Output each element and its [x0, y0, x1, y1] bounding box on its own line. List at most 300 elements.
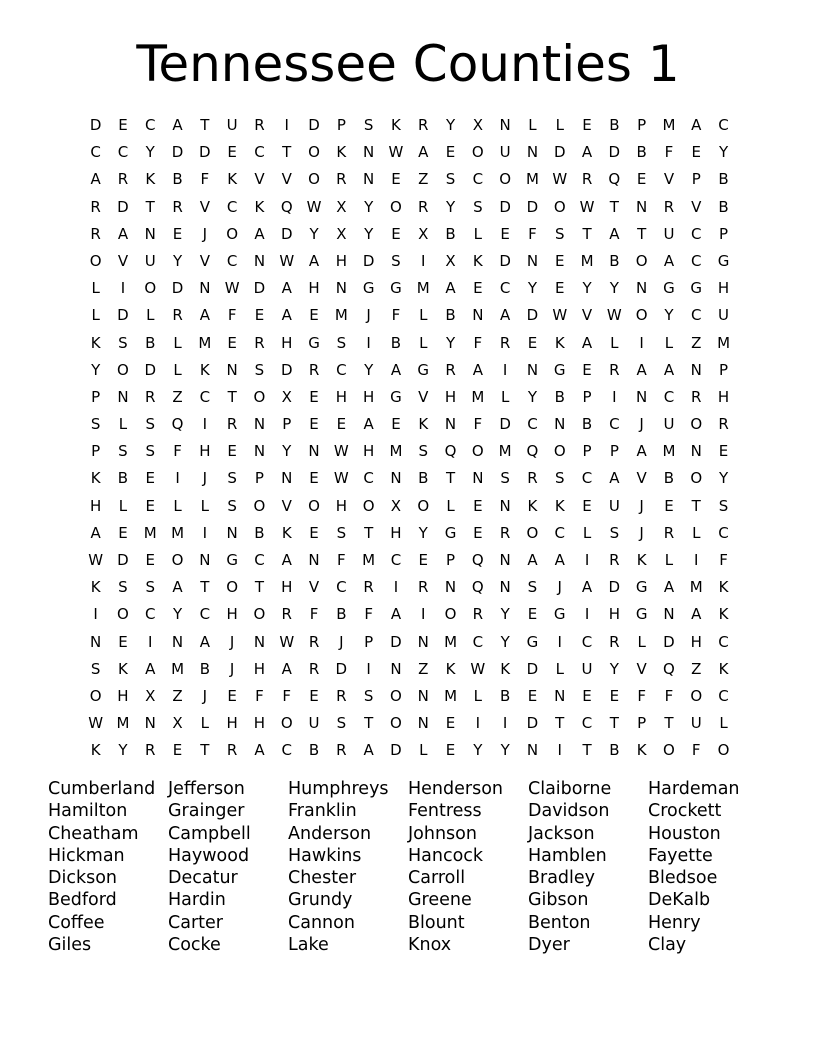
- word-list-item: Franklin: [288, 801, 357, 822]
- word-list-item: Dickson: [48, 868, 118, 889]
- grid-letter: E: [691, 143, 701, 162]
- grid-letter: N: [636, 387, 648, 406]
- grid-letter: A: [609, 224, 620, 243]
- grid-letter: Z: [418, 659, 429, 678]
- grid-letter: A: [281, 551, 292, 569]
- grid-letter: E: [527, 605, 538, 624]
- grid-letter: O: [226, 578, 239, 597]
- grid-letter: D: [526, 197, 539, 216]
- word-list-item: Greene: [408, 890, 472, 911]
- grid-letter: A: [472, 360, 483, 379]
- grid-letter: W: [279, 251, 295, 270]
- word-list-item: Hawkins: [288, 845, 362, 866]
- grid-letter: G: [635, 605, 648, 624]
- grid-letter: D: [89, 116, 102, 134]
- grid-letter: O: [390, 686, 402, 705]
- grid-letter: C: [336, 360, 347, 379]
- grid-letter: E: [473, 523, 483, 542]
- grid-letter: N: [90, 632, 102, 651]
- grid-letter: L: [582, 523, 592, 542]
- grid-letter: O: [308, 143, 320, 162]
- grid-letter: N: [663, 605, 675, 624]
- grid-letter: U: [499, 143, 511, 162]
- grid-letter: Q: [280, 197, 293, 216]
- grid-letter: Y: [582, 279, 592, 298]
- grid-letter: P: [609, 442, 619, 461]
- grid-letter: G: [390, 387, 402, 406]
- grid-letter: C: [254, 551, 265, 569]
- grid-letter: N: [499, 116, 511, 134]
- grid-letter: C: [581, 469, 593, 488]
- grid-letter: O: [89, 251, 102, 270]
- grid-letter: M: [143, 523, 157, 542]
- grid-letter: J: [202, 686, 208, 705]
- grid-row: [82, 411, 737, 438]
- grid-letter: S: [609, 523, 620, 542]
- grid-letter: S: [336, 714, 347, 733]
- grid-letter: D: [117, 306, 129, 325]
- grid-letter: S: [227, 469, 237, 488]
- grid-letter: N: [499, 578, 511, 597]
- grid-letter: E: [145, 551, 155, 569]
- grid-letter: G: [362, 279, 375, 298]
- grid-letter: J: [229, 632, 235, 651]
- grid-letter: N: [444, 578, 457, 597]
- grid-letter: K: [718, 605, 729, 624]
- grid-letter: I: [502, 360, 508, 379]
- grid-letter: I: [584, 605, 590, 624]
- grid-letter: O: [362, 496, 375, 515]
- grid-letter: W: [279, 632, 295, 651]
- grid-letter: A: [418, 143, 429, 162]
- grid-letter: S: [118, 578, 128, 597]
- grid-letter: A: [281, 659, 292, 678]
- grid-letter: A: [308, 251, 320, 270]
- grid-letter: A: [527, 551, 538, 569]
- grid-letter: R: [336, 686, 347, 705]
- grid-letter: L: [473, 686, 483, 705]
- grid-letter: T: [200, 741, 210, 760]
- grid-letter: V: [418, 387, 429, 406]
- grid-letter: Z: [691, 659, 702, 678]
- grid-letter: R: [609, 632, 620, 651]
- word-list-item: Hardin: [168, 890, 226, 911]
- grid-letter: M: [198, 333, 212, 352]
- grid-letter: D: [499, 251, 511, 270]
- word-list-item: Henry: [648, 912, 701, 933]
- grid-letter: M: [116, 714, 130, 733]
- grid-letter: X: [336, 197, 347, 216]
- grid-letter: D: [526, 659, 539, 678]
- grid-letter: Y: [364, 360, 374, 379]
- grid-letter: A: [363, 741, 374, 760]
- grid-letter: L: [173, 496, 182, 515]
- grid-letter: E: [418, 551, 428, 569]
- grid-letter: K: [554, 333, 565, 352]
- grid-letter: J: [639, 496, 644, 515]
- grid-letter: N: [499, 496, 511, 515]
- grid-letter: T: [200, 578, 210, 597]
- word-column: [528, 778, 648, 956]
- word-list-item: Fayette: [648, 845, 713, 866]
- grid-letter: B: [663, 469, 675, 488]
- grid-letter: Y: [418, 523, 428, 542]
- grid-letter: B: [199, 659, 210, 678]
- grid-letter: N: [554, 415, 566, 434]
- grid-letter: Y: [664, 306, 674, 325]
- grid-letter: H: [717, 387, 730, 406]
- grid-letter: S: [363, 686, 374, 705]
- grid-letter: O: [144, 279, 157, 298]
- grid-letter: P: [582, 387, 592, 406]
- word-list-item: DeKalb: [648, 890, 711, 911]
- grid-letter: N: [253, 251, 266, 270]
- grid-letter: M: [416, 279, 430, 298]
- grid-letter: V: [663, 170, 675, 189]
- word-list-item: Blount: [408, 912, 465, 933]
- grid-letter: E: [718, 442, 729, 461]
- grid-letter: T: [664, 714, 674, 733]
- grid-letter: O: [471, 442, 484, 461]
- word-list-item: Henderson: [408, 779, 504, 799]
- grid-letter: K: [718, 578, 729, 597]
- grid-row: [82, 493, 737, 520]
- grid-letter: B: [718, 197, 729, 216]
- grid-letter: J: [366, 306, 371, 325]
- grid-letter: N: [308, 442, 320, 461]
- word-list-item: Cannon: [288, 912, 355, 933]
- grid-letter: R: [336, 741, 347, 760]
- grid-letter: D: [199, 143, 211, 162]
- word-list-item: Cocke: [168, 935, 221, 956]
- grid-letter: Q: [471, 578, 484, 597]
- grid-letter: M: [662, 116, 676, 134]
- grid-letter: K: [718, 659, 729, 678]
- grid-letter: G: [553, 360, 566, 379]
- grid-letter: A: [90, 170, 101, 189]
- grid-letter: L: [446, 496, 455, 515]
- grid-letter: D: [171, 143, 184, 162]
- grid-letter: C: [472, 632, 484, 651]
- grid-letter: P: [637, 116, 647, 134]
- grid-letter: W: [306, 197, 322, 216]
- grid-letter: A: [554, 551, 565, 569]
- grid-letter: E: [391, 170, 401, 189]
- grid-letter: N: [253, 632, 266, 651]
- grid-letter: H: [335, 496, 347, 515]
- grid-letter: Y: [609, 659, 619, 678]
- grid-letter: R: [254, 333, 265, 352]
- grid-letter: E: [582, 116, 592, 134]
- grid-letter: N: [636, 197, 648, 216]
- grid-letter: N: [417, 632, 429, 651]
- word-list-item: Jefferson: [168, 779, 245, 799]
- grid-letter: C: [472, 170, 484, 189]
- grid-letter: T: [637, 224, 647, 243]
- grid-letter: Q: [171, 415, 184, 434]
- grid-letter: E: [118, 632, 128, 651]
- grid-letter: B: [636, 143, 647, 162]
- grid-letter: L: [610, 333, 619, 352]
- grid-letter: U: [226, 116, 238, 134]
- grid-letter: L: [419, 333, 428, 352]
- grid-letter: C: [117, 143, 129, 162]
- grid-letter: B: [418, 469, 429, 488]
- word-list-item: Knox: [408, 935, 452, 956]
- grid-letter: E: [527, 686, 538, 705]
- grid-letter: C: [691, 251, 702, 270]
- grid-letter: Q: [444, 442, 457, 461]
- grid-letter: T: [364, 523, 374, 542]
- grid-letter: I: [284, 116, 289, 134]
- grid-letter: C: [691, 224, 702, 243]
- grid-letter: D: [117, 197, 129, 216]
- grid-letter: E: [227, 442, 237, 461]
- grid-letter: Y: [445, 333, 456, 352]
- grid-letter: Q: [526, 442, 539, 461]
- grid-letter: E: [473, 496, 483, 515]
- grid-letter: L: [555, 659, 564, 678]
- grid-letter: L: [419, 306, 428, 325]
- grid-letter: L: [91, 279, 100, 298]
- word-list-item: Benton: [528, 912, 591, 933]
- grid-letter: E: [445, 741, 456, 760]
- grid-letter: I: [175, 469, 180, 488]
- grid-letter: X: [390, 496, 402, 515]
- grid-letter: Y: [172, 251, 183, 270]
- grid-letter: E: [445, 143, 456, 162]
- grid-letter: X: [472, 116, 483, 134]
- grid-letter: V: [636, 469, 647, 488]
- grid-letter: M: [389, 442, 403, 461]
- grid-letter: C: [145, 605, 156, 624]
- grid-letter: I: [557, 741, 562, 760]
- grid-letter: M: [444, 686, 458, 705]
- grid-letter: B: [390, 333, 402, 352]
- grid-letter: R: [172, 197, 183, 216]
- grid-letter: E: [391, 415, 401, 434]
- grid-letter: U: [608, 496, 620, 515]
- grid-letter: I: [202, 523, 208, 542]
- grid-letter: R: [718, 415, 729, 434]
- grid-letter: O: [226, 224, 239, 243]
- grid-letter: C: [90, 143, 101, 162]
- word-column: [168, 778, 288, 956]
- grid-letter: H: [226, 714, 238, 733]
- grid-letter: K: [90, 333, 101, 352]
- grid-letter: E: [118, 116, 128, 134]
- grid-letter: O: [690, 469, 703, 488]
- grid-letter: N: [226, 360, 238, 379]
- grid-letter: L: [200, 714, 210, 733]
- grid-letter: A: [581, 333, 593, 352]
- grid-letter: F: [637, 686, 646, 705]
- grid-letter: J: [639, 415, 644, 434]
- grid-letter: A: [199, 306, 210, 325]
- grid-letter: L: [664, 551, 674, 569]
- grid-letter: N: [526, 741, 539, 760]
- grid-letter: T: [609, 197, 619, 216]
- grid-letter: H: [281, 333, 293, 352]
- word-column: [408, 778, 528, 956]
- grid-letter: P: [446, 551, 456, 569]
- grid-letter: W: [579, 197, 595, 216]
- word-list-item: Clay: [648, 935, 687, 956]
- grid-letter: I: [584, 551, 590, 569]
- grid-letter: O: [390, 197, 402, 216]
- grid-letter: C: [199, 387, 211, 406]
- grid-letter: Y: [118, 741, 128, 760]
- grid-letter: V: [117, 251, 129, 270]
- grid-letter: E: [309, 523, 319, 542]
- grid-letter: W: [552, 306, 568, 325]
- word-list-item: Carroll: [408, 868, 466, 889]
- grid-letter: N: [690, 360, 702, 379]
- grid-letter: N: [526, 251, 539, 270]
- grid-letter: R: [145, 387, 156, 406]
- grid-letter: L: [118, 496, 128, 515]
- grid-letter: L: [555, 116, 564, 134]
- grid-letter: F: [173, 442, 182, 461]
- grid-letter: K: [445, 659, 456, 678]
- grid-letter: A: [390, 360, 402, 379]
- grid-letter: R: [527, 469, 538, 488]
- grid-row: [82, 275, 737, 302]
- grid-letter: I: [393, 578, 399, 597]
- grid-letter: G: [635, 578, 648, 597]
- word-list-item: Davidson: [528, 801, 610, 822]
- grid-letter: Y: [364, 224, 374, 243]
- grid-letter: Y: [145, 143, 155, 162]
- grid-letter: A: [663, 360, 675, 379]
- word-list-item: Grundy: [288, 890, 353, 911]
- grid-letter: U: [663, 415, 675, 434]
- word-list-item: Anderson: [288, 823, 372, 844]
- grid-row: [82, 629, 737, 656]
- grid-letter: M: [444, 632, 458, 651]
- grid-letter: L: [528, 116, 537, 134]
- grid-letter: W: [333, 442, 349, 461]
- grid-row: [82, 166, 737, 193]
- grid-letter: Y: [500, 605, 510, 624]
- grid-letter: X: [281, 387, 292, 406]
- grid-letter: K: [391, 116, 401, 134]
- page-title: Tennessee Counties 1: [136, 35, 680, 93]
- grid-letter: C: [199, 605, 211, 624]
- grid-letter: S: [473, 197, 483, 216]
- grid-letter: O: [499, 170, 512, 189]
- grid-row: [82, 520, 737, 547]
- grid-letter: F: [664, 143, 674, 162]
- grid-letter: R: [281, 605, 292, 624]
- grid-letter: V: [281, 496, 292, 515]
- grid-letter: E: [555, 251, 565, 270]
- grid-letter: R: [472, 605, 484, 624]
- grid-letter: U: [663, 224, 675, 243]
- grid-letter: K: [90, 469, 101, 488]
- grid-letter: S: [227, 496, 237, 515]
- grid-letter: O: [635, 251, 648, 270]
- grid-letter: E: [582, 360, 592, 379]
- word-list-item: Cumberland: [48, 779, 156, 799]
- grid-letter: P: [582, 442, 592, 461]
- grid-letter: B: [500, 686, 511, 705]
- grid-letter: C: [145, 116, 156, 134]
- grid-letter: M: [717, 333, 731, 352]
- word-list-item: Crockett: [648, 801, 722, 822]
- grid-letter: L: [173, 333, 182, 352]
- grid-row: [82, 194, 737, 221]
- grid-letter: K: [636, 741, 647, 760]
- grid-letter: N: [144, 714, 156, 733]
- grid-letter: I: [366, 333, 371, 352]
- grid-letter: I: [639, 333, 644, 352]
- grid-letter: D: [144, 360, 157, 379]
- grid-letter: X: [336, 224, 347, 243]
- grid-letter: O: [526, 523, 539, 542]
- grid-letter: C: [527, 415, 538, 434]
- grid-letter: U: [308, 714, 320, 733]
- grid-letter: N: [253, 415, 266, 434]
- grid-letter: R: [226, 415, 238, 434]
- grid-letter: A: [117, 224, 129, 243]
- word-list-item: Claiborne: [528, 779, 612, 799]
- grid-letter: R: [145, 741, 156, 760]
- grid-letter: G: [553, 605, 566, 624]
- grid-letter: F: [473, 333, 483, 352]
- grid-letter: G: [526, 632, 539, 651]
- grid-letter: O: [690, 415, 703, 434]
- grid-letter: C: [718, 116, 729, 134]
- grid-letter: I: [502, 714, 508, 733]
- grid-letter: B: [172, 170, 183, 189]
- grid-row: [82, 438, 737, 465]
- grid-letter: Y: [445, 116, 456, 134]
- grid-letter: R: [609, 551, 620, 569]
- grid-letter: D: [335, 659, 348, 678]
- grid-letter: K: [254, 197, 265, 216]
- grid-letter: L: [692, 523, 701, 542]
- grid-row: [82, 547, 737, 574]
- grid-letter: Z: [418, 170, 429, 189]
- grid-row: [82, 601, 737, 628]
- grid-letter: A: [500, 306, 511, 325]
- grid-letter: E: [309, 686, 319, 705]
- grid-row: [82, 302, 737, 329]
- grid-letter: X: [445, 251, 456, 270]
- grid-letter: Q: [608, 170, 621, 189]
- word-list-item: Campbell: [168, 823, 251, 844]
- grid-letter: T: [582, 224, 592, 243]
- grid-letter: O: [690, 686, 703, 705]
- grid-letter: O: [635, 306, 648, 325]
- grid-letter: M: [171, 523, 185, 542]
- grid-letter: O: [253, 496, 266, 515]
- grid-letter: I: [148, 632, 153, 651]
- grid-letter: O: [471, 143, 484, 162]
- grid-letter: T: [282, 143, 292, 162]
- grid-letter: H: [690, 632, 702, 651]
- grid-letter: M: [580, 251, 594, 270]
- grid-letter: D: [171, 279, 184, 298]
- grid-letter: S: [363, 116, 374, 134]
- grid-letter: R: [254, 116, 265, 134]
- grid-letter: F: [473, 415, 483, 434]
- grid-letter: Z: [172, 387, 183, 406]
- grid-row: [82, 139, 737, 166]
- grid-letter: M: [689, 578, 703, 597]
- grid-letter: T: [582, 741, 592, 760]
